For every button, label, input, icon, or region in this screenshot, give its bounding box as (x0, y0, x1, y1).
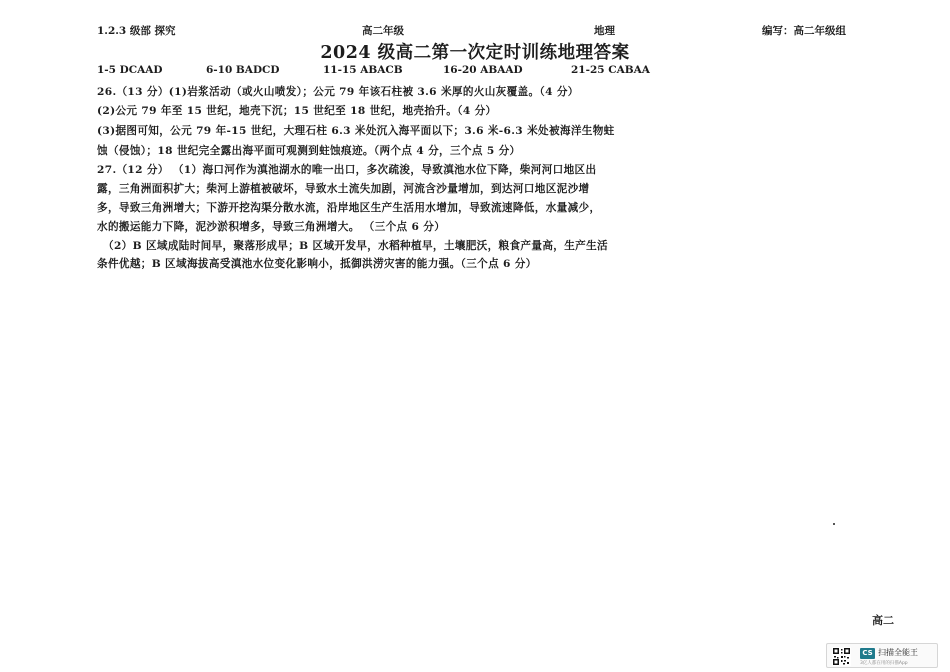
answer-line: 26.（13 分）(1)岩浆活动（或火山喷发）；公元 79 年该石柱被 3.6 米厚的火山灰覆盖。（4 分） (97, 86, 579, 98)
mc-group: 6-10 BADCD (206, 64, 280, 76)
mc-group: 16-20 ABAAD (443, 64, 523, 76)
answer-line: 27.（12 分） （1）海口河作为滇池湖水的唯一出口，多次疏浚，导致滇池水位下降，柴河河口地区出 (97, 164, 597, 176)
answer-line: 露，三角洲面积扩大；柴河上游植被破坏，导致水土流失加剧，河流含沙量增加，到达河口地区泥沙增 (97, 183, 590, 195)
header-department: 1.2.3 级部 探究 (97, 25, 176, 37)
qr-code-icon (832, 647, 851, 666)
scan-speck (833, 523, 835, 525)
answer-line: 水的搬运能力下降，泥沙淤积增多，导致三角洲增大。 （三个点 6 分） (97, 221, 446, 233)
scanner-watermark-badge (826, 643, 938, 668)
mc-group: 11-15 ABACB (323, 64, 403, 76)
scanner-app-name: 扫描全能王 (878, 648, 918, 657)
document-title: 2024 级高二第一次定时训练地理答案 (320, 43, 630, 63)
scanner-app-tagline: 3亿人都在用的扫描App (860, 661, 908, 666)
answer-line: (2)公元 79 年至 15 世纪，地壳下沉；15 世纪至 18 世纪，地壳抬升。（4 分） (97, 105, 497, 117)
answer-line: 条件优越；B 区域海拔高受滇池水位变化影响小，抵御洪涝灾害的能力强。（三个点 6 分） (97, 258, 537, 270)
answer-line: 蚀（侵蚀）；18 世纪完全露出海平面可观测到蛀蚀痕迹。（两个点 4 分，三个点 5 分） (97, 145, 521, 157)
footer-grade-mark: 高二 (872, 614, 894, 627)
header-grade: 高二年级 (362, 25, 404, 37)
page-header (0, 23, 950, 39)
answer-line: （2）B 区域成陆时间早，聚落形成早；B 区域开发早，水稻种植早，土壤肥沃，粮食产量高，生产生活 (103, 240, 608, 252)
header-editor: 编写：高二年级组 (762, 25, 846, 37)
mc-group: 1-5 DCAAD (97, 64, 163, 76)
header-subject: 地理 (594, 25, 615, 37)
camscanner-logo: CS (860, 648, 875, 659)
mc-group: 21-25 CABAA (571, 64, 650, 76)
answer-line: 多，导致三角洲增大；下游开挖沟渠分散水流，沿岸地区生产生活用水增加，导致流速降低，水量减少， (97, 202, 601, 214)
answer-line: (3)据图可知，公元 79 年-15 世纪，大理石柱 6.3 米处沉入海平面以下；3.6 米-6.3 米处被海洋生物蛀 (97, 125, 615, 137)
